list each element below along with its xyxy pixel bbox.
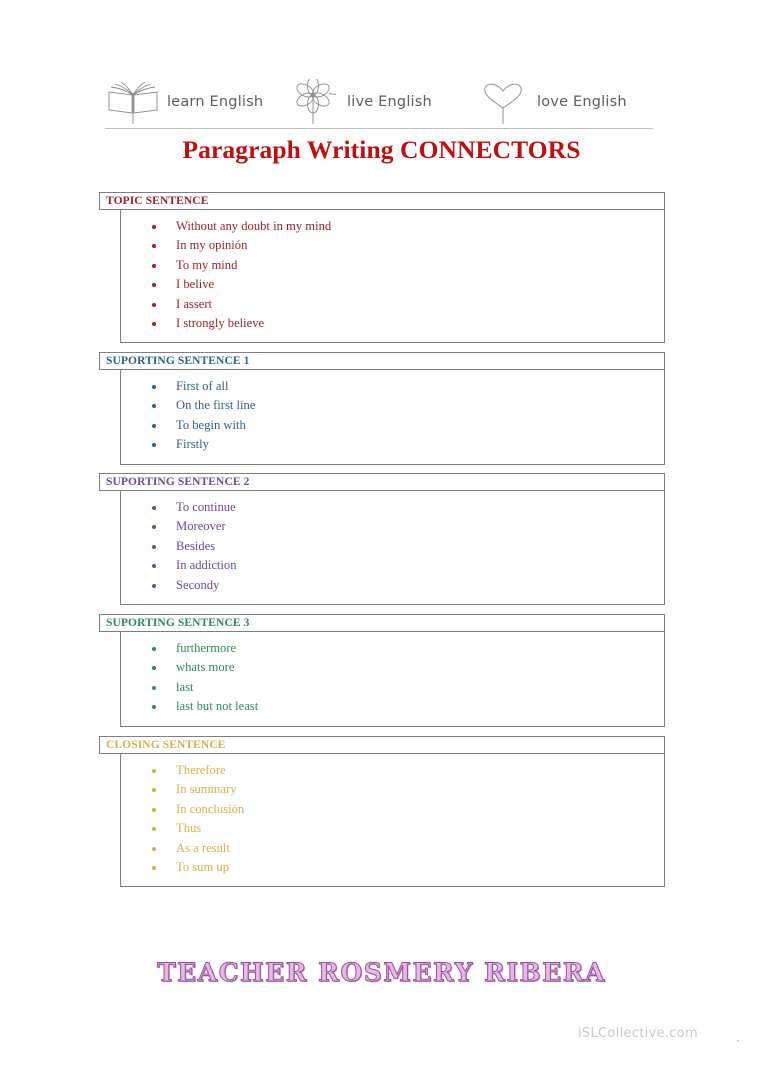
list-item: To my mind bbox=[150, 256, 664, 275]
section-suporting-sentence-3 bbox=[99, 614, 665, 727]
logo-label-love: love English bbox=[537, 93, 627, 110]
logo-unit-love bbox=[475, 78, 627, 126]
section-body-suporting-sentence-1 bbox=[120, 370, 665, 465]
list-item: furthermore bbox=[150, 639, 664, 658]
list-item: Firstly bbox=[150, 435, 664, 454]
connector-list-suporting-sentence-2 bbox=[121, 498, 664, 595]
list-item: Therefore bbox=[150, 761, 664, 780]
list-item: On the first line bbox=[150, 396, 664, 415]
list-item: In addiction bbox=[150, 556, 664, 575]
heart-icon bbox=[475, 79, 531, 125]
list-item: I belive bbox=[150, 275, 664, 294]
section-body-suporting-sentence-3 bbox=[120, 632, 665, 727]
list-item: In conclusión bbox=[150, 800, 664, 819]
section-topic-sentence bbox=[99, 192, 665, 343]
list-item: As a result bbox=[150, 839, 664, 858]
logo-unit-learn bbox=[105, 78, 263, 126]
list-item: To sum up bbox=[150, 858, 664, 877]
list-item: In my opinión bbox=[150, 236, 664, 255]
section-body-topic-sentence bbox=[120, 210, 665, 343]
section-heading-topic-sentence: TOPIC SENTENCE bbox=[99, 192, 665, 210]
list-item: Thus bbox=[150, 819, 664, 838]
list-item: I strongly believe bbox=[150, 314, 664, 333]
list-item: Moreover bbox=[150, 517, 664, 536]
logo-band bbox=[105, 78, 657, 130]
section-heading-suporting-sentence-2: SUPORTING SENTENCE 2 bbox=[99, 473, 665, 491]
list-item: Without any doubt in my mind bbox=[150, 217, 664, 236]
section-heading-suporting-sentence-3: SUPORTING SENTENCE 3 bbox=[99, 614, 665, 632]
flower-icon bbox=[285, 79, 341, 125]
section-closing-sentence bbox=[99, 736, 665, 887]
list-item: First of all bbox=[150, 377, 664, 396]
open-book-plant-icon bbox=[105, 79, 161, 125]
watermark-dot bbox=[737, 1040, 739, 1042]
section-suporting-sentence-2 bbox=[99, 473, 665, 605]
site-watermark: iSLCollective.com bbox=[578, 1026, 698, 1041]
connector-list-suporting-sentence-1 bbox=[121, 377, 664, 455]
section-body-closing-sentence bbox=[120, 754, 665, 887]
connector-list-suporting-sentence-3 bbox=[121, 639, 664, 717]
section-heading-closing-sentence: CLOSING SENTENCE bbox=[99, 736, 665, 754]
list-item: Besides bbox=[150, 537, 664, 556]
header-divider bbox=[105, 128, 653, 129]
logo-unit-live bbox=[285, 78, 432, 126]
section-heading-suporting-sentence-1: SUPORTING SENTENCE 1 bbox=[99, 352, 665, 370]
section-body-suporting-sentence-2 bbox=[120, 491, 665, 605]
list-item: I assert bbox=[150, 295, 664, 314]
list-item: last bbox=[150, 678, 664, 697]
connector-list-topic-sentence bbox=[121, 217, 664, 333]
teacher-name-banner: TEACHER ROSMERY RIBERA bbox=[157, 958, 606, 987]
connector-list-closing-sentence bbox=[121, 761, 664, 877]
logo-label-live: live English bbox=[347, 93, 432, 110]
list-item: To continue bbox=[150, 498, 664, 517]
list-item: Secondy bbox=[150, 576, 664, 595]
list-item: last but not least bbox=[150, 697, 664, 716]
logo-label-learn: learn English bbox=[167, 93, 264, 110]
section-suporting-sentence-1 bbox=[99, 352, 665, 465]
page-title: Paragraph Writing CONNECTORS bbox=[182, 135, 581, 164]
list-item: To begin with bbox=[150, 416, 664, 435]
list-item: whats more bbox=[150, 658, 664, 677]
list-item: In summary bbox=[150, 780, 664, 799]
